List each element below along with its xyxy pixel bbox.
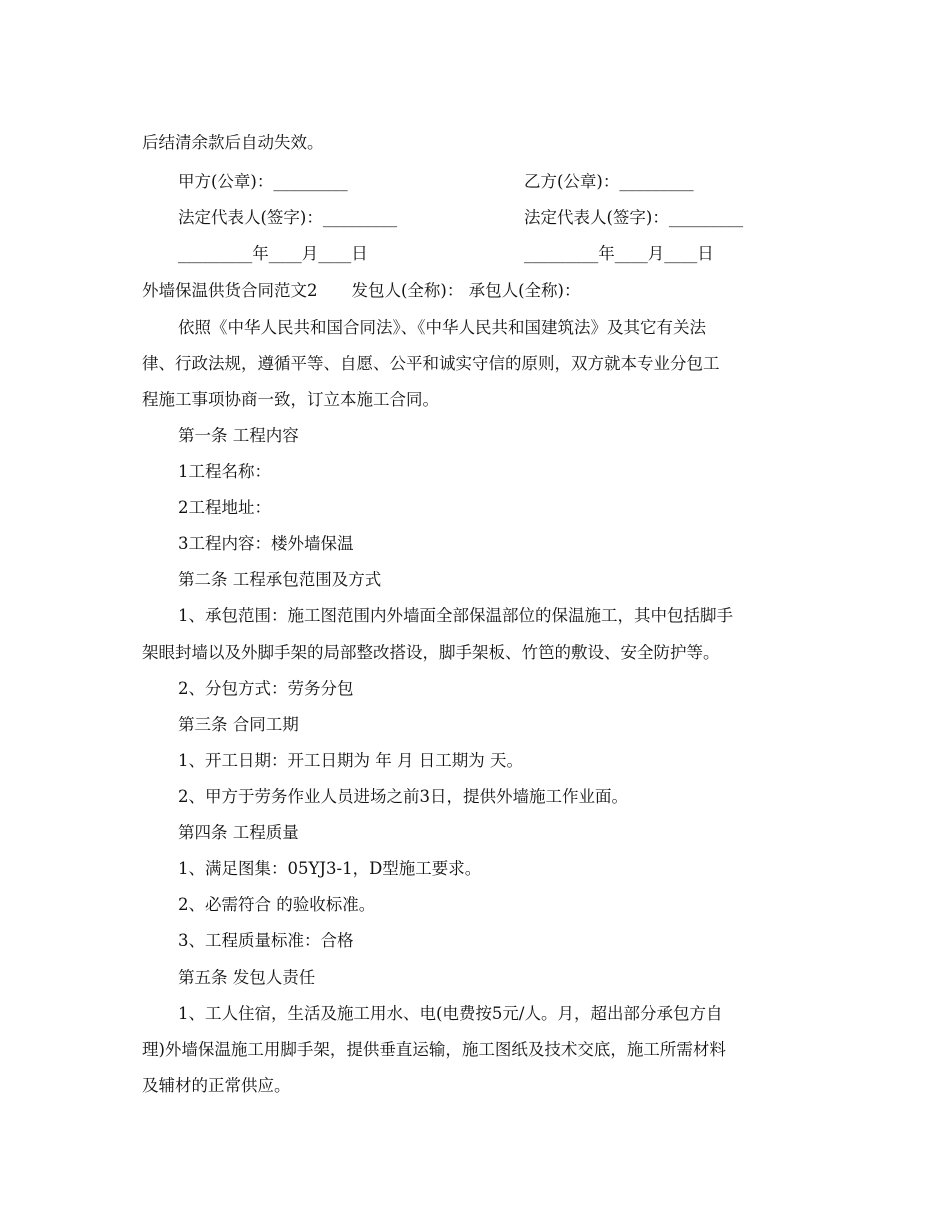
party-a-representative: 法定代表人(签字)：_________ xyxy=(178,208,398,227)
party-b-date: _________年____月____日 xyxy=(524,244,714,263)
party-a-seal: 甲方(公章)：_________ xyxy=(178,172,348,191)
clause-item: 1、开工日期：开工日期为 年 月 日工期为 天。 xyxy=(178,751,523,770)
section-heading: 第五条 发包人责任 xyxy=(178,968,316,987)
text-line: 后结清余款后自动失效。 xyxy=(142,133,324,152)
clause-item: 2工程地址： xyxy=(178,498,271,517)
contract-title: 外墙保温供货合同范文2 xyxy=(142,281,318,300)
clause-item-continuation: 架眼封墙以及外脚手架的局部整改搭设，脚手架板、竹笆的敷设、安全防护等。 xyxy=(142,643,720,662)
clause-item: 3、工程质量标准：合格 xyxy=(178,931,354,950)
paragraph-line: 程施工事项协商一致，订立本施工合同。 xyxy=(142,390,439,409)
party-b-representative: 法定代表人(签字)：_________ xyxy=(524,208,744,227)
clause-item: 2、必需符合 的验收标准。 xyxy=(178,895,376,914)
clause-item: 2、甲方于劳务作业人员进场之前3日，提供外墙施工作业面。 xyxy=(178,787,628,806)
section-heading: 第三条 合同工期 xyxy=(178,715,299,734)
clause-item-continuation: 及辅材的正常供应。 xyxy=(142,1076,291,1095)
clause-item: 1、承包范围：施工图范围内外墙面全部保温部位的保温施工，其中包括脚手 xyxy=(178,606,733,625)
section-heading: 第一条 工程内容 xyxy=(178,426,299,445)
contract-parties: 发包人(全称)： 承包人(全称)： xyxy=(351,281,581,300)
clause-item: 3工程内容：楼外墙保温 xyxy=(178,534,354,553)
section-heading: 第二条 工程承包范围及方式 xyxy=(178,570,382,589)
paragraph-line: 律、行政法规，遵循平等、自愿、公平和诚实守信的原则，双方就本专业分包工 xyxy=(142,354,720,373)
clause-item-continuation: 理)外墙保温施工用脚手架，提供垂直运输，施工图纸及技术交底，施工所需材料 xyxy=(142,1040,726,1059)
contract-title-line xyxy=(142,280,581,302)
clause-item: 1工程名称： xyxy=(178,462,271,481)
clause-item: 1、工人住宿，生活及施工用水、电(电费按5元/人。月，超出部分承包方自 xyxy=(178,1004,723,1023)
section-heading: 第四条 工程质量 xyxy=(178,823,299,842)
party-b-seal: 乙方(公章)：_________ xyxy=(524,172,694,191)
paragraph-line: 依照《中华人民共和国合同法》、《中华人民共和国建筑法》及其它有关法 xyxy=(178,318,706,337)
clause-item: 2、分包方式：劳务分包 xyxy=(178,679,354,698)
clause-item: 1、满足图集：05YJ3-1，D型施工要求。 xyxy=(178,859,482,878)
party-a-date: _________年____月____日 xyxy=(178,244,368,263)
